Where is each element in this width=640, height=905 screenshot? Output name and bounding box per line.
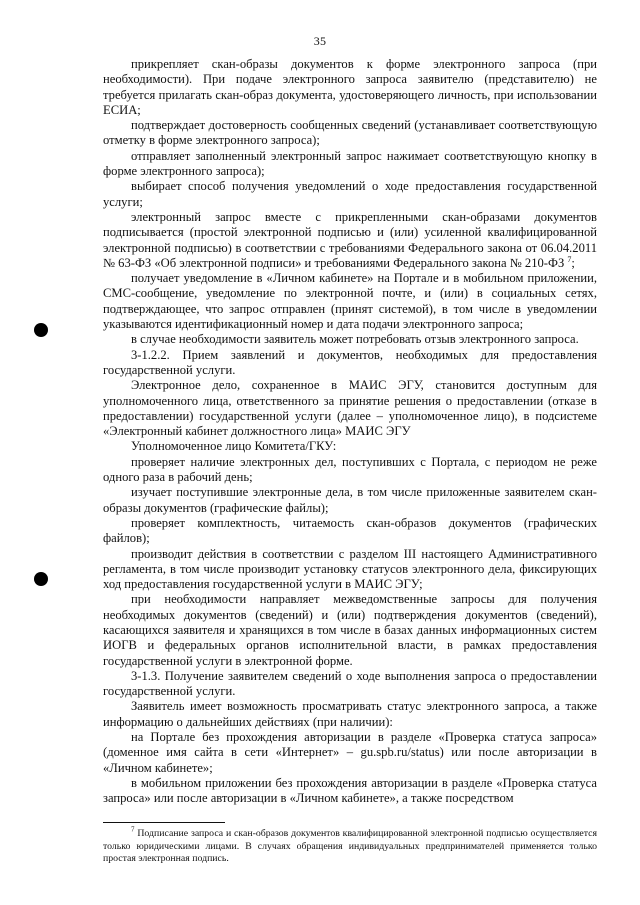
paragraph: проверяет комплектность, читаемость скан-образов документов (графических файлов);: [103, 515, 597, 546]
paragraph-end: ;: [571, 255, 575, 270]
paragraph: подтверждает достоверность сообщенных сведений (устанавливает соответствующую отметку в форме электронного запроса);: [103, 118, 597, 148]
paragraph: изучает поступившие электронные дела, в том числе приложенные заявителем скан-образы документов (графические файлы);: [103, 485, 597, 515]
footnote-marker: 7: [131, 825, 135, 834]
paragraph: отправляет заполненный электронный запрос нажимает соответствующую кнопку в форме электронного запроса);: [103, 148, 597, 179]
page-number: 35: [313, 34, 327, 48]
paragraph-text: электронный запрос вместе с прикрепленными скан-образами документов подписывается (простой электронной подписью и (или) усиленной квалифицированной электронной подписью) в соответствии с требованиями Федерального закона от 06.04.2011 № 63-ФЗ «Об электронной подписи» и требованиями Федерального закона № 210-ФЗ: [103, 209, 597, 270]
paragraph-with-footnote: [103, 210, 597, 271]
paragraph: Уполномоченное лицо Комитета/ГКУ:: [131, 439, 337, 454]
paragraph: Электронное дело, сохраненное в МАИС ЭГУ, становится доступным для уполномоченного лица, ответственного за принятие решения о предоставлении (отказе в предоставлении) государственной услуги (далее – уполномоченное лицо), в подсистеме «Электронный кабинет должностного лица» МАИС ЭГУ: [103, 378, 597, 439]
paragraph: производит действия в соответствии с разделом III настоящего Административного регламента, в том числе производит установку статусов электронного дела, фиксирующих ход предоставления государственной услуги в МАИС ЭГУ;: [103, 546, 597, 592]
paragraph: выбирает способ получения уведомлений о ходе предоставления государственной услуги;: [103, 179, 597, 209]
footnote-text: Подписание запроса и скан-образов документов квалифицированной электронной подписью осуществляется только юридическими лицами. В случаях обращения индивидуальных предпринимателей применяется только простая электронная подпись.: [103, 828, 598, 865]
paragraph: Заявитель имеет возможность просматривать статус электронного запроса, а также информацию о дальнейших действиях (при наличии):: [103, 699, 597, 729]
paragraph: проверяет наличие электронных дел, поступивших с Портала, с периодом не реже одного раза в рабочий день;: [103, 454, 597, 485]
binder-hole-top: [34, 323, 48, 337]
binder-hole-bottom: [34, 572, 48, 586]
paragraph: в мобильном приложении без прохождения авторизации в разделе «Проверка статуса запроса» или после авторизации в «Личном кабинете», а также посредством: [103, 775, 597, 806]
paragraph: получает уведомление в «Личном кабинете» на Портале и в мобильном приложении, СМС-сообщение, уведомление по электронной почте, и (или) в социальных сетях, подтверждающее, что запрос отправлен (принят системой), в том числе в уведомлении указываются идентификационный номер и дата подачи электронного запроса;: [103, 271, 597, 332]
section-heading: 3-1.2.2. Прием заявлений и документов, необходимых для предоставления государственной услуги.: [103, 347, 597, 377]
footnote-divider: [103, 822, 225, 823]
document-body: [103, 57, 597, 807]
section-heading: 3-1.3. Получение заявителем сведений о ходе выполнения запроса о предоставлении государственной услуги.: [103, 668, 597, 699]
paragraph: на Портале без прохождения авторизации в разделе «Проверка статуса запроса» (доменное имя сайта в сети «Интернет» – gu.spb.ru/status) или после авторизации в «Личном кабинете»;: [103, 730, 597, 775]
paragraph: в случае необходимости заявитель может потребовать отзыв электронного запроса.: [131, 332, 579, 347]
paragraph: прикрепляет скан-образы документов к форме электронного запроса (при необходимости). При подаче электронного запроса заявителю (представителю) не требуется прилагать скан-образ документа, удостоверяющего личность, при использовании ЕСИА;: [103, 57, 597, 117]
footnote-reference: 7: [567, 254, 572, 264]
paragraph: при необходимости направляет межведомственные запросы для получения необходимых документов (сведений) и (или) подтверждения документов (сведений), касающихся заявителя и хранящихся в том числе в базах данных информационных систем ИОГВ и федеральных органов исполнительной власти, в рамках предоставления государственной услуги в электронной форме.: [103, 592, 597, 668]
footnote: [103, 825, 598, 866]
